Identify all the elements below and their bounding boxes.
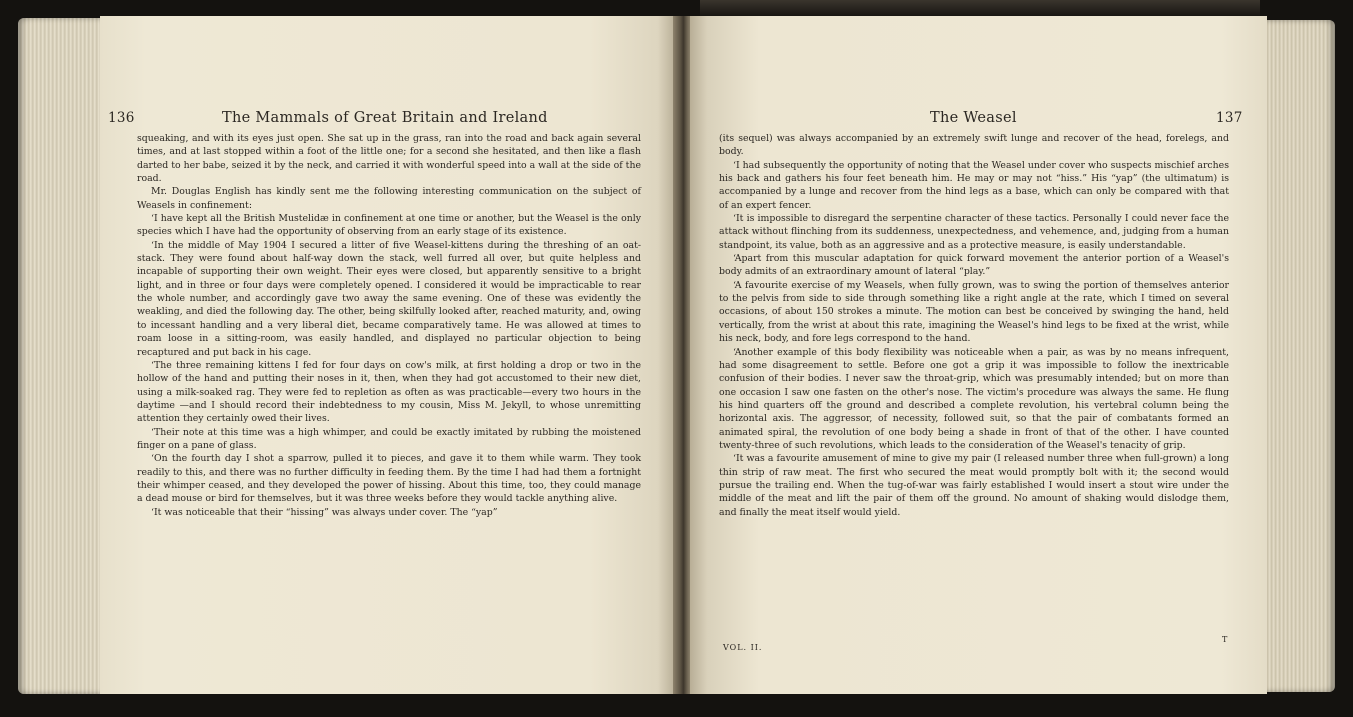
paragraph: ‘A favourite exercise of my Weasels, when fully grown, was to swing the portion of themselves anterior to the pelvis from side to side through something like a right angle at the rate, which I timed on several occasions, of about 150 strokes a minute. The motion can best be conceived by swinging the hand, held vertically, from the wrist at about this rate, imagining the Weasel's hind legs to be fixed at the wrist, while his neck, body, and fore legs correspond to the hand.	[719, 279, 1229, 345]
left-page	[100, 16, 675, 694]
right-page	[690, 16, 1267, 694]
left-body	[137, 132, 641, 519]
paragraph: ‘It was a favourite amusement of mine to give my pair (I released number three when full-grown) a long thin strip of raw meat. The first who secured the meat would promptly bolt with it; the second would pursue the trailing end. When the tug-of-war was fairly established I would insert a stout wire under the middle of the meat and lift the pair of them off the ground. No amount of shaking would dislodge them, and finally the meat itself would yield.	[719, 453, 1229, 518]
paragraph: ‘Their note at this time was a high whimper, and could be exactly imitated by rubbing the moistened finger on a pane of glass.	[137, 426, 641, 451]
paragraph: ‘The three remaining kittens I fed for four days on cow's milk, at first holding a drop or two in the hollow of the hand and putting their noses in it, then, when they had got accustomed to their new diet, using a milk-soaked rag. They were fed to repletion as often as was practicable—every two hours in the daytime —and I should record their indebtedness to my cousin, Miss M. Jekyll, to whose unremitting attention they certainly owed their lives.	[137, 359, 641, 425]
paragraph: (its sequel) was always accompanied by an extremely swift lunge and recover of the head, forelegs, and body.	[719, 133, 1229, 158]
paragraph: ‘It was noticeable that their “hissing” was always under cover. The “yap”	[151, 506, 498, 518]
volume-footer: VOL. II.	[723, 643, 763, 652]
left-page-number: 136	[108, 110, 135, 126]
right-page-edges	[1265, 20, 1335, 692]
paragraph: ‘Another example of this body flexibility was noticeable when a pair, as was by no means infrequent, had some disagreement to settle. Before one got a grip it was impossible to follow the inextricable confusion of their bodies. I never saw the throat-grip, which was presumably intended; but on more than one occasion I saw one fasten on the other's nose. The victim's procedure was always the same. He flung his hind quarters off the ground and described a complete revolution, his vertebral column being the horizontal axis. The aggressor, of necessity, followed suit, so that the pair of combatants formed an animated spiral, the revolution of one body being a shade in front of that of the other. I have counted twenty-three of such revolutions, which leads to the consideration of the Weasel's tenacity of grip.	[719, 346, 1229, 451]
right-page-number: 137	[1216, 110, 1243, 126]
right-title: The Weasel	[930, 110, 1017, 126]
right-running-head	[930, 110, 1243, 126]
left-title: The Mammals of Great Britain and Ireland	[222, 110, 548, 126]
paragraph: ‘I have kept all the British Mustelidæ in confinement at one time or another, but the Weasel is the only species which I have had the opportunity of observing from an early stage of its existence.	[137, 213, 641, 238]
paragraph: ‘I had subsequently the opportunity of noting that the Weasel under cover who suspects mischief arches his back and gathers his four feet beneath him. He may or may not “hiss.” His “yap” (the ultimatum) is accompanied by a lunge and recover from the hind legs as a base, which can only be compared with that of an expert fencer.	[719, 159, 1229, 211]
left-running-head	[108, 110, 548, 126]
paragraph: ‘Apart from this muscular adaptation for quick forward movement the anterior portion of a Weasel's body admits of an extraordinary amount of lateral “play.”	[719, 253, 1229, 278]
paragraph: ‘It is impossible to disregard the serpentine character of these tactics. Personally I could never face the attack without flinching from its suddenness, unexpectedness, and vehemence, and, judging from a human standpoint, its value, both as an aggressive and as a protective measure, is easily understandable.	[719, 213, 1229, 251]
paragraph: ‘In the middle of May 1904 I secured a litter of five Weasel-kittens during the threshing of an oat-stack. They were found about half-way down the stack, well furred all over, but quite helpless and incapable of supporting their own weight. Their eyes were closed, but apparently sensitive to a bright light, and in three or four days were completely opened. I considered it would be impracticable to rear the whole number, and accordingly gave two away the same evening. One of these was evidently the weakling, and died the following day. The other, being skilfully looked after, reached maturity, and, owing to incessant handling and a very liberal diet, became comparatively tame. He was allowed at times to roam loose in a sitting-room, was easily handled, and displayed no particular objection to being recaptured and put back in his cage.	[137, 239, 641, 358]
paragraph: Mr. Douglas English has kindly sent me the following interesting communication on the subject of Weasels in confinement:	[137, 186, 641, 211]
paragraph: squeaking, and with its eyes just open. She sat up in the grass, ran into the road and back again several times, and at last stopped within a foot of the little one; for a second she hesitated, and then like a flash darted to her babe, seized it by the neck, and carried it with wonderful speed into a wall at the side of the road.	[137, 133, 641, 185]
signature-mark: T	[1222, 635, 1228, 644]
left-page-edges	[18, 18, 102, 694]
paragraph: ‘On the fourth day I shot a sparrow, pulled it to pieces, and gave it to them while warm. They took readily to this, and there was no further difficulty in feeding them. By the time I had had them a fortnight their whimper ceased, and they developed the power of hissing. About this time, too, they could manage a dead mouse or bird for themselves, but it was three weeks before they would tackle anything alive.	[137, 453, 641, 505]
right-body	[719, 132, 1229, 519]
